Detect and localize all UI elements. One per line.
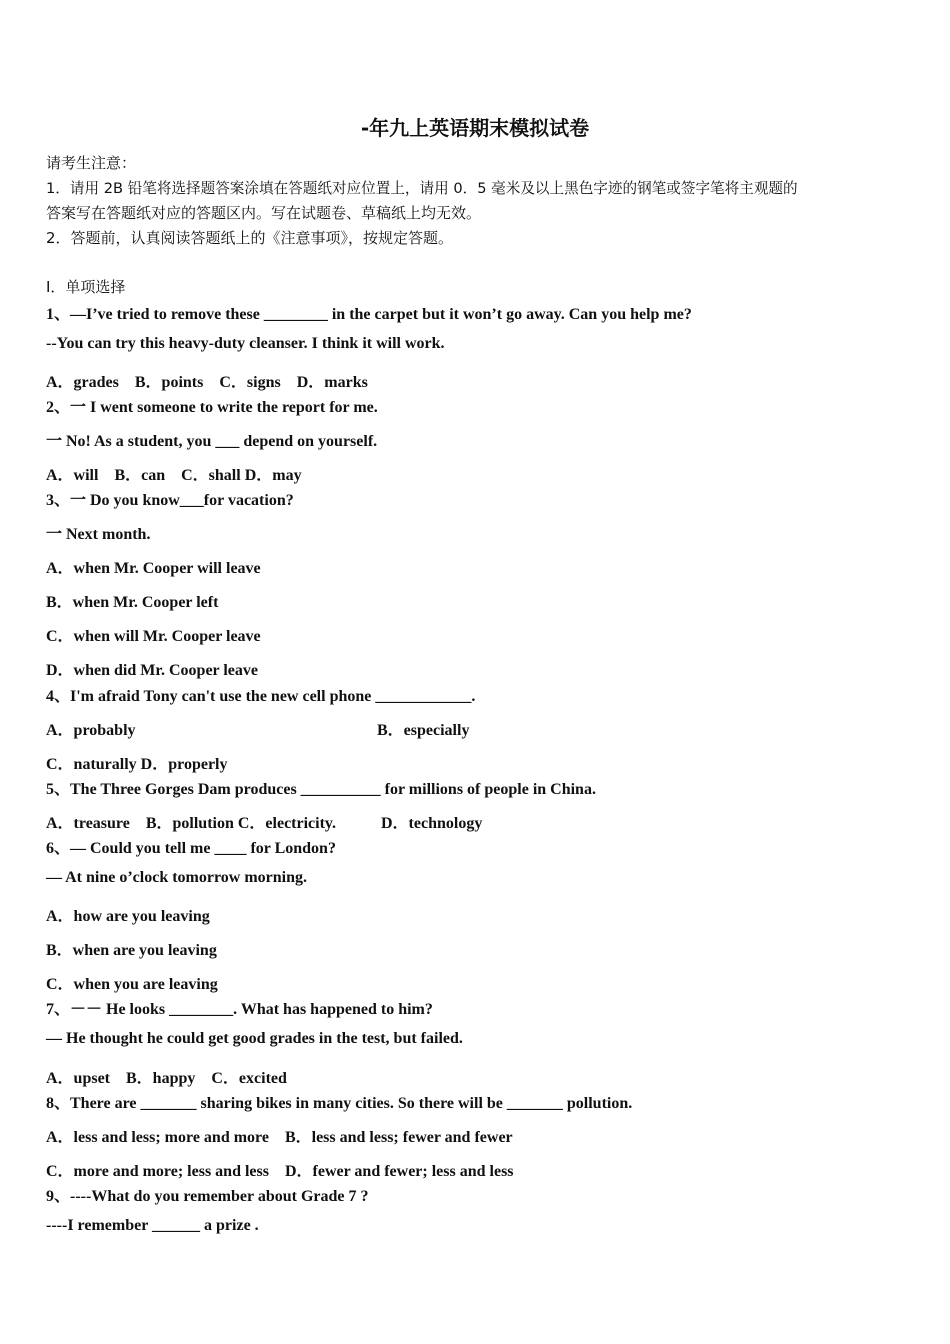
- q2-stem: 2、一 I went someone to write the report for me.: [46, 399, 378, 416]
- q9-stem: 9、----What do you remember about Grade 7 ?: [46, 1188, 369, 1205]
- notice-line-2: 2．答题前，认真阅读答题纸上的《注意事项》，按规定答题。: [46, 229, 454, 247]
- q3-option-d: D．when did Mr. Cooper leave: [46, 662, 259, 679]
- q7-stem: 7、－－ He looks ________. What has happened to him?: [46, 1001, 433, 1018]
- q5-options-abc: A．treasure B．pollution C．electricity.: [46, 815, 337, 832]
- q8-options-cd: C．more and more; less and less D．fewer and fewer; less and less: [46, 1163, 514, 1180]
- q3-option-b: B．when Mr. Cooper left: [46, 594, 219, 611]
- q4-option-b: B．especially: [377, 722, 470, 739]
- section-heading: Ⅰ．单项选择: [46, 278, 126, 296]
- q6-stem: 6、— Could you tell me ____ for London?: [46, 840, 336, 857]
- notice-line-1a: 1．请用 2B 铅笔将选择题答案涂填在答题纸对应位置上，请用 0．5 毫米及以上黑色字迹的钢笔或签字笔将主观题的: [46, 180, 798, 197]
- q1-options: A．grades B．points C．signs D．marks: [46, 374, 368, 391]
- q8-stem: 8、There are _______ sharing bikes in many cities. So there will be _______ pollution.: [46, 1095, 633, 1112]
- q3-reply: 一 Next month.: [46, 526, 151, 543]
- q5-stem: 5、The Three Gorges Dam produces __________ for millions of people in China.: [46, 781, 596, 798]
- q2-reply: 一 No! As a student, you ___ depend on yourself.: [46, 433, 378, 450]
- q4-options-cd: C．naturally D．properly: [46, 756, 228, 773]
- q4-option-a: A．probably: [46, 722, 136, 739]
- notice-heading: 请考生注意：: [46, 154, 137, 172]
- q6-reply: — At nine o’clock tomorrow morning.: [46, 869, 308, 886]
- q3-option-c: C．when will Mr. Cooper leave: [46, 628, 261, 645]
- q1-reply: --You can try this heavy-duty cleanser. I think it will work.: [46, 335, 445, 352]
- q6-option-c: C．when you are leaving: [46, 976, 218, 993]
- q3-option-a: A．when Mr. Cooper will leave: [46, 560, 261, 577]
- q1-stem: 1、—I’ve tried to remove these ________ in the carpet but it won’t go away. Can you help me?: [46, 306, 692, 323]
- q4-stem: 4、I'm afraid Tony can't use the new cell phone ____________.: [46, 688, 476, 705]
- q7-options: A．upset B．happy C．excited: [46, 1070, 287, 1087]
- q8-options-ab: A．less and less; more and more B．less and less; fewer and fewer: [46, 1129, 513, 1146]
- notice-line-1b: 答案写在答题纸对应的答题区内。写在试题卷、草稿纸上均无效。: [46, 204, 482, 222]
- q6-option-a: A．how are you leaving: [46, 908, 210, 925]
- page-title: -年九上英语期末模拟试卷: [360, 116, 590, 140]
- q6-option-b: B．when are you leaving: [46, 942, 217, 959]
- q3-stem: 3、一 Do you know___for vacation?: [46, 492, 294, 509]
- q9-reply: ----I remember ______ a prize .: [46, 1217, 259, 1234]
- q2-options: A．will B．can C．shall D．may: [46, 467, 302, 484]
- q7-reply: — He thought he could get good grades in the test, but failed.: [46, 1030, 463, 1047]
- q5-option-d: D．technology: [381, 815, 483, 832]
